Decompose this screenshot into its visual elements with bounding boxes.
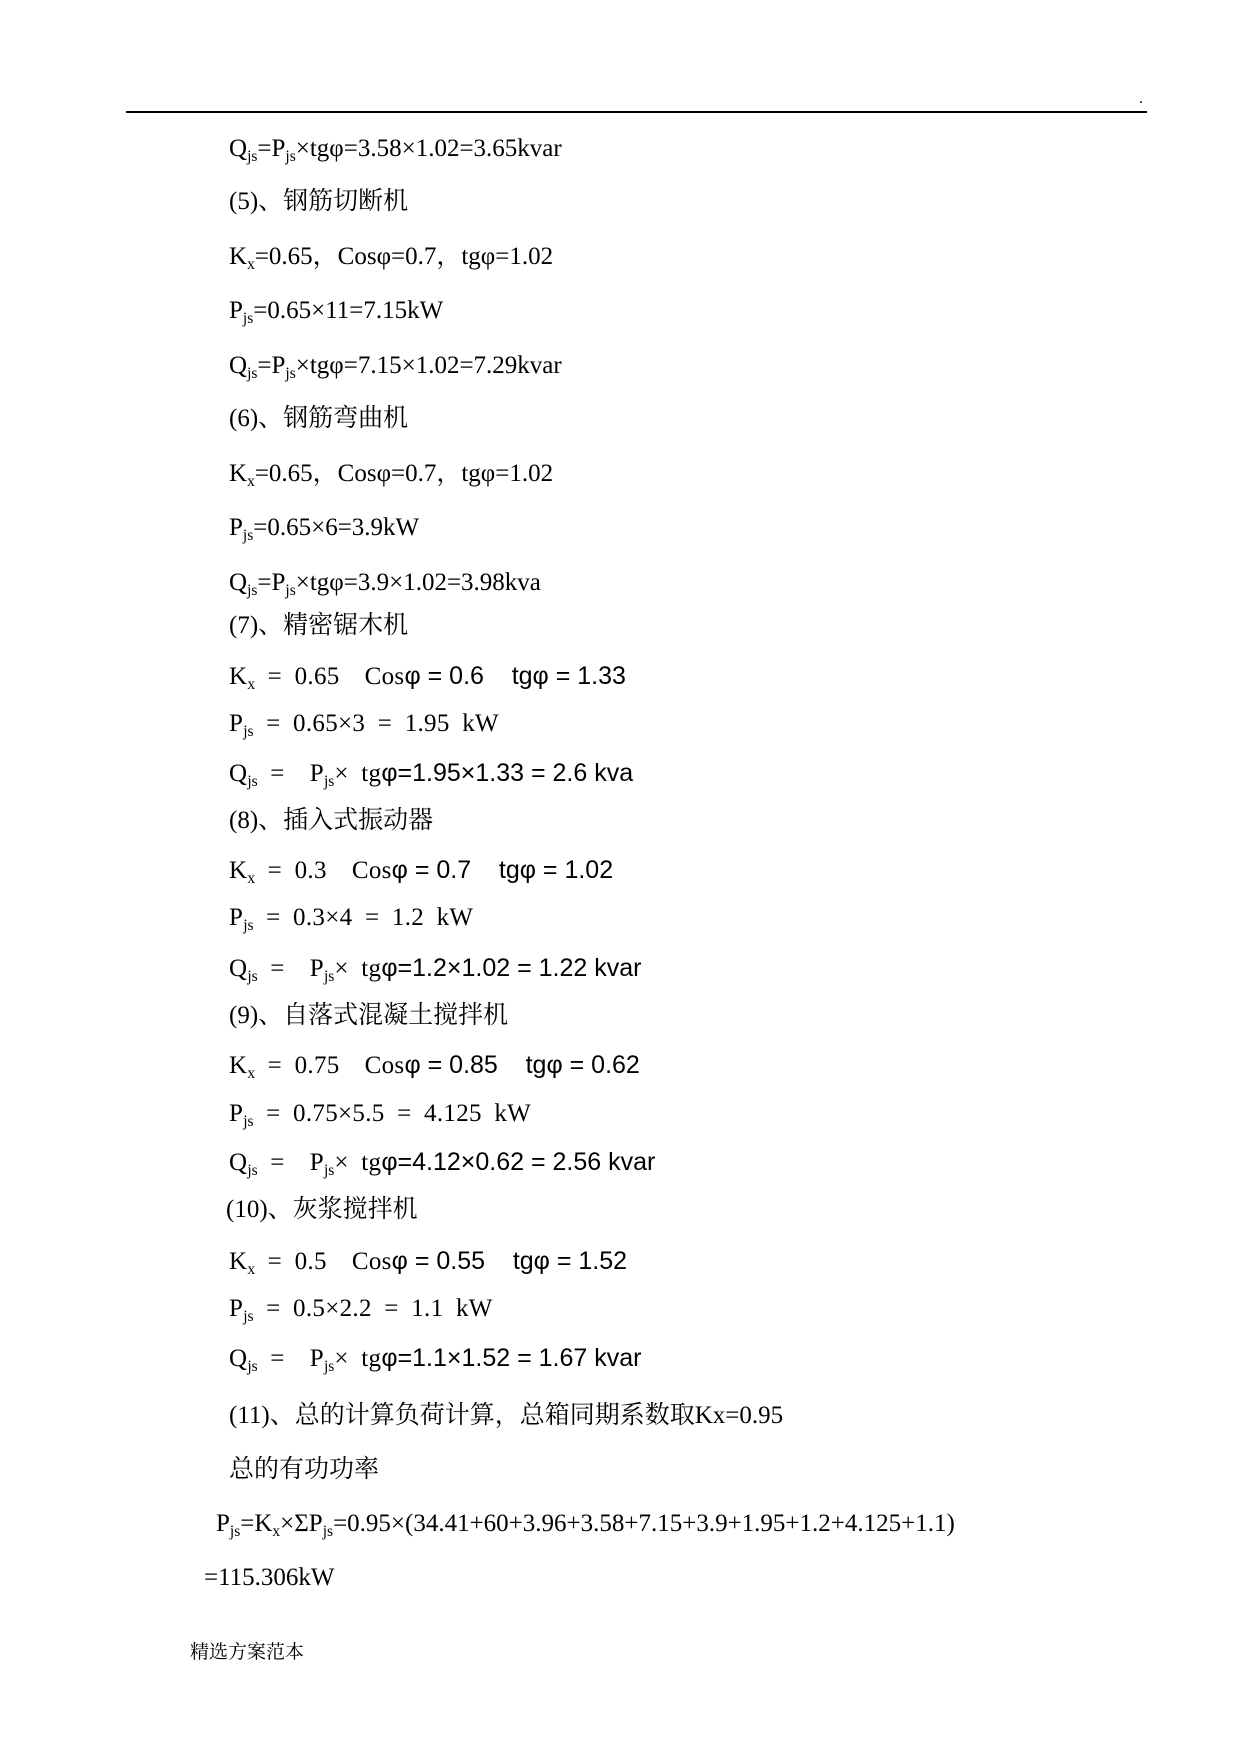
subscript: js <box>247 773 258 790</box>
subscript: js <box>242 527 254 544</box>
formula-text: φ = 0.7 tgφ = 1.02 <box>391 856 614 884</box>
item-heading <box>226 1195 418 1232</box>
subscript: js <box>247 365 258 382</box>
header-rule <box>126 111 1147 113</box>
formula-symbol: K <box>229 460 248 487</box>
formula-symbol: K <box>229 857 248 884</box>
formula-text: =0.65×11=7.15kW <box>253 297 444 324</box>
subscript: js <box>323 968 335 985</box>
subscript: js <box>247 582 258 599</box>
formula-text: × tg <box>334 1149 382 1176</box>
subscript: js <box>247 968 258 985</box>
formula-symbol: Q <box>229 352 248 379</box>
formula-text: × tg <box>334 760 382 787</box>
formula-text: = 0.5×2.2 = 1.1 kW <box>253 1295 493 1322</box>
total-active-power-result <box>204 1563 335 1600</box>
subscript: js <box>323 773 335 790</box>
formula-text: =P <box>257 352 286 379</box>
item-heading <box>229 611 408 648</box>
subscript: js <box>243 723 254 740</box>
active-power-formula <box>229 709 499 746</box>
item-heading <box>229 187 408 224</box>
item-heading-text: (9)、自落式混凝土搅拌机 <box>229 1002 509 1029</box>
formula-text: = 0.5 Cos <box>255 1248 392 1275</box>
coefficient-line <box>229 1050 640 1088</box>
formula-text: φ=4.12×0.62 = 2.56 kvar <box>381 1148 656 1176</box>
formula-text: =P <box>257 135 286 162</box>
formula-symbol: Q <box>229 569 248 596</box>
subscript: x <box>247 473 255 490</box>
subscript: js <box>323 1358 335 1375</box>
item-heading <box>229 1001 508 1038</box>
formula-symbol: P <box>229 710 244 737</box>
coefficient-line <box>229 459 553 496</box>
formula-symbol: K <box>229 1248 248 1275</box>
active-power-formula <box>229 513 419 550</box>
formula-text: = 0.75 Cos <box>255 1052 405 1079</box>
reactive-power-formula <box>229 1147 655 1185</box>
formula-text: = 0.65×3 = 1.95 kW <box>253 710 499 737</box>
header-mark: . <box>1139 90 1143 107</box>
formula-text: =0.65，Cosφ=0.7，tgφ=1.02 <box>254 243 554 270</box>
item-heading <box>229 806 433 843</box>
formula-text: = P <box>257 1149 324 1176</box>
coefficient-line <box>229 855 613 893</box>
formula-text: = P <box>257 955 324 982</box>
subscript: js <box>247 1162 258 1179</box>
formula-text: ×tgφ=3.58×1.02=3.65kvar <box>295 135 562 162</box>
subscript: js <box>243 917 254 934</box>
active-power-formula <box>229 903 473 940</box>
formula-text: =0.95×(34.41+60+3.96+3.58+7.15+3.9+1.95+1.2+4.125+1.1) <box>333 1510 955 1537</box>
subscript: js <box>285 582 296 599</box>
formula-text: ×ΣP <box>280 1510 323 1537</box>
active-power-formula <box>229 296 443 333</box>
reactive-power-formula <box>229 134 562 171</box>
item-heading-text: (5)、钢筋切断机 <box>229 188 409 215</box>
formula-symbol: Q <box>229 760 248 787</box>
formula-text: = 0.65 Cos <box>255 663 405 690</box>
total-active-power-formula <box>216 1509 955 1546</box>
formula-text: φ = 0.55 tgφ = 1.52 <box>391 1247 628 1275</box>
item-heading-text: (6)、钢筋弯曲机 <box>229 405 409 432</box>
formula-text: × tg <box>334 955 382 982</box>
formula-text: × tg <box>334 1345 382 1372</box>
formula-text: φ=1.2×1.02 = 1.22 kvar <box>381 954 642 982</box>
formula-text: φ = 0.85 tgφ = 0.62 <box>404 1051 640 1079</box>
subscript: js <box>323 1162 335 1179</box>
active-power-formula <box>229 1099 531 1136</box>
formula-text: ×tgφ=7.15×1.02=7.29kvar <box>295 352 562 379</box>
formula-symbol: K <box>229 243 248 270</box>
subscript: x <box>247 256 255 273</box>
subscript: js <box>243 1308 254 1325</box>
reactive-power-formula <box>229 953 641 991</box>
subscript: js <box>242 310 254 327</box>
formula-text: = 0.3×4 = 1.2 kW <box>253 904 474 931</box>
subscript: js <box>322 1523 334 1540</box>
reactive-power-formula <box>229 1343 641 1381</box>
formula-symbol: P <box>229 904 244 931</box>
subscript: x <box>247 676 256 693</box>
item-heading <box>229 404 408 441</box>
total-load-heading <box>229 1401 783 1438</box>
subscript: js <box>247 1358 258 1375</box>
footer-text: 精选方案范本 <box>190 1642 305 1663</box>
formula-text: =P <box>257 569 286 596</box>
subscript: x <box>247 1261 256 1278</box>
formula-text: =0.65×6=3.9kW <box>253 514 420 541</box>
formula-text: =K <box>240 1510 273 1537</box>
subscript: js <box>229 1523 241 1540</box>
formula-symbol: Q <box>229 955 248 982</box>
subscript: js <box>243 1113 254 1130</box>
item-heading-text: (7)、精密锯木机 <box>229 612 409 639</box>
formula-text: = 0.3 Cos <box>255 857 392 884</box>
formula-text: = 0.75×5.5 = 4.125 kW <box>253 1100 532 1127</box>
coefficient-line <box>229 242 553 279</box>
formula-symbol: K <box>229 663 248 690</box>
formula-text: ×tgφ=3.9×1.02=3.98kva <box>295 569 541 596</box>
item-heading-text: (8)、插入式振动器 <box>229 807 434 834</box>
formula-symbol: P <box>216 1510 230 1537</box>
reactive-power-formula <box>229 758 633 796</box>
subscript: js <box>285 365 296 382</box>
subscript: x <box>247 1065 256 1082</box>
formula-symbol: P <box>229 1100 244 1127</box>
total-active-power-label-text: 总的有功功率 <box>229 1456 380 1483</box>
subscript: x <box>247 870 256 887</box>
total-active-power-result-text: =115.306kW <box>204 1564 335 1591</box>
active-power-formula <box>229 1294 493 1331</box>
formula-text: φ=1.95×1.33 = 2.6 kva <box>381 759 634 787</box>
formula-text: = P <box>257 1345 324 1372</box>
formula-symbol: K <box>229 1052 248 1079</box>
coefficient-line <box>229 661 626 699</box>
item-heading-text: (10)、灰浆搅拌机 <box>226 1196 418 1223</box>
reactive-power-formula <box>229 568 541 605</box>
total-load-heading-text: (11)、总的计算负荷计算，总箱同期系数取Kx=0.95 <box>229 1402 784 1429</box>
formula-symbol: P <box>229 514 243 541</box>
formula-symbol: Q <box>229 1345 248 1372</box>
formula-text: = P <box>257 760 324 787</box>
subscript: js <box>247 148 258 165</box>
formula-text: φ = 0.6 tgφ = 1.33 <box>404 662 626 690</box>
formula-symbol: P <box>229 1295 244 1322</box>
formula-text: =0.65，Cosφ=0.7，tgφ=1.02 <box>254 460 554 487</box>
subscript: x <box>272 1523 281 1540</box>
formula-symbol: Q <box>229 135 248 162</box>
formula-symbol: P <box>229 297 243 324</box>
formula-symbol: Q <box>229 1149 248 1176</box>
reactive-power-formula <box>229 351 562 388</box>
total-active-power-label <box>229 1455 379 1492</box>
formula-text: φ=1.1×1.52 = 1.67 kvar <box>381 1344 642 1372</box>
subscript: js <box>285 148 296 165</box>
coefficient-line <box>229 1246 627 1284</box>
